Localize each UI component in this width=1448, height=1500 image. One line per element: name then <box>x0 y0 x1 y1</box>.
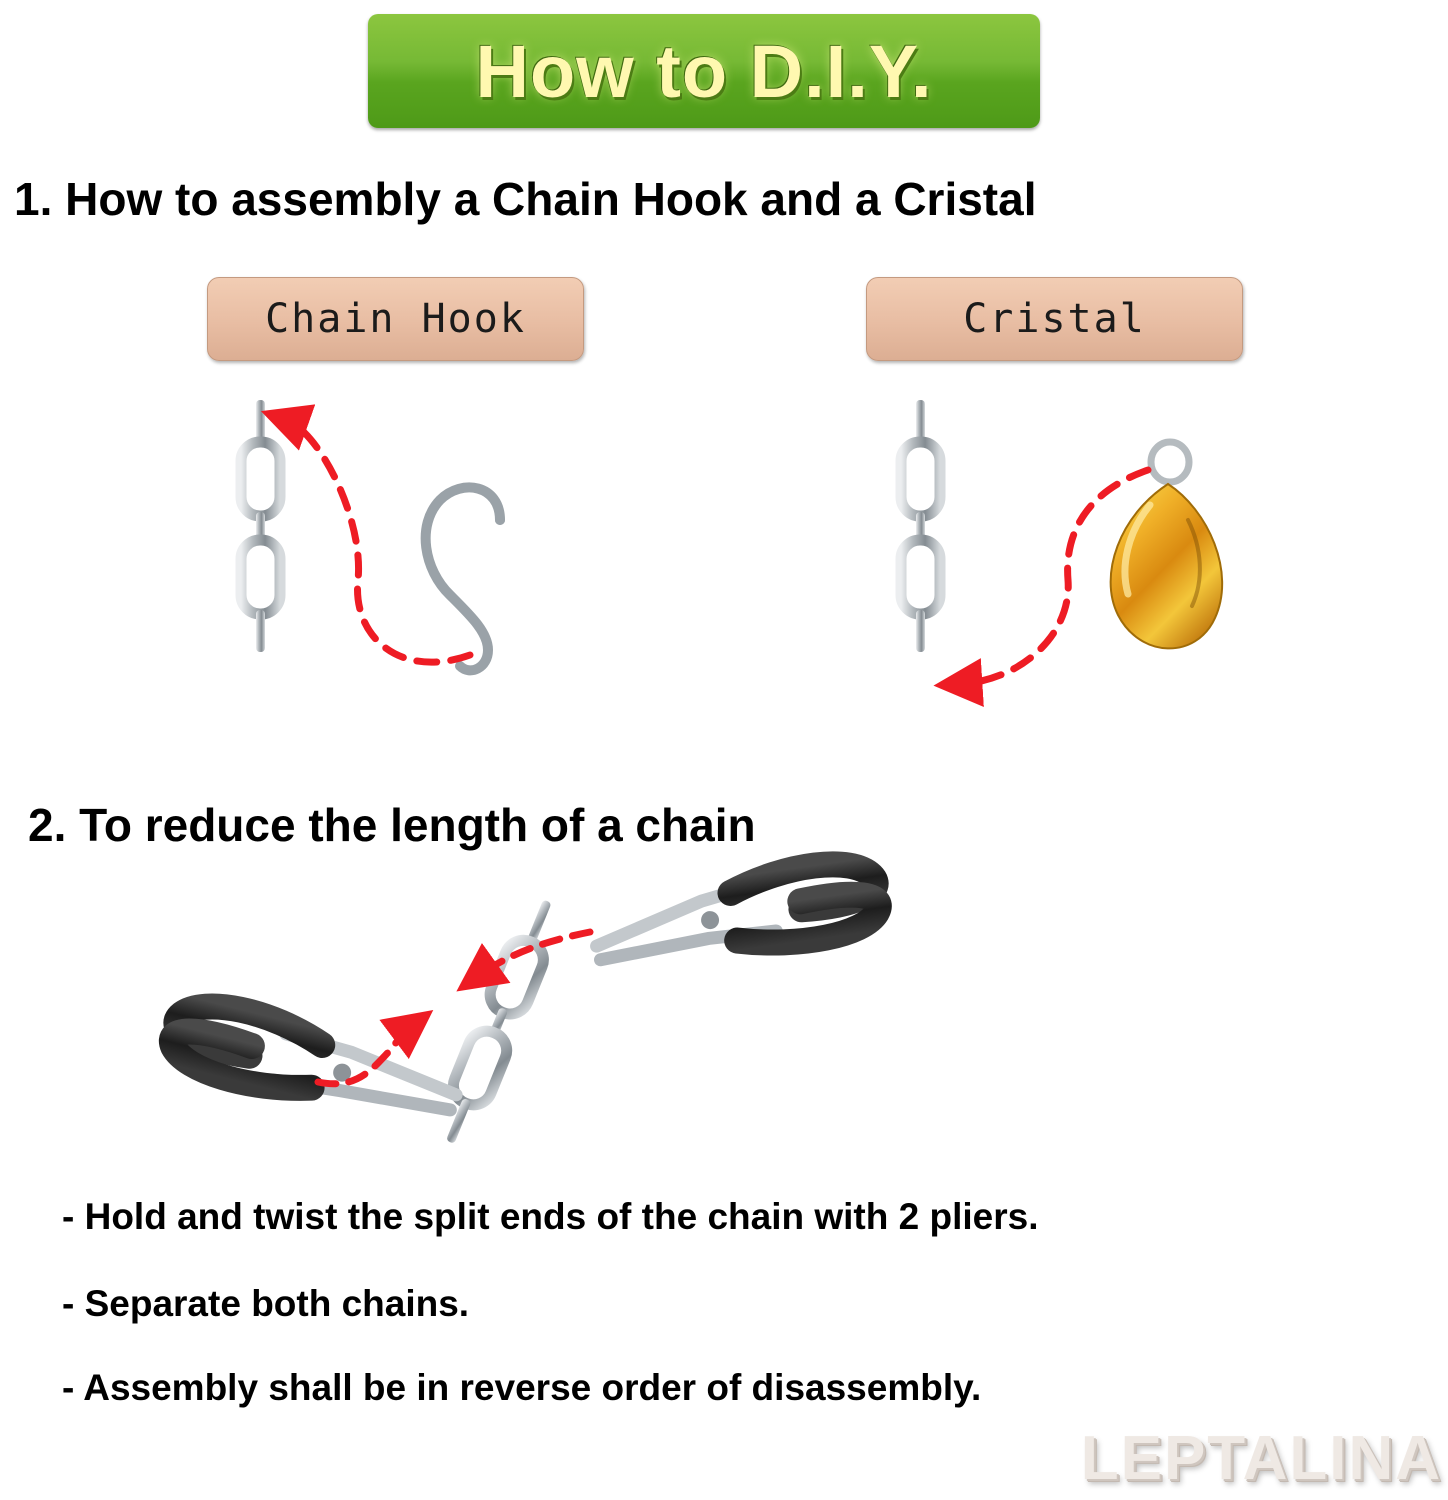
label-plate-chain-hook <box>207 277 584 361</box>
disassembly-diagram <box>0 870 1448 1190</box>
assembly-diagram <box>0 380 1448 780</box>
crystal-pendant-icon <box>1111 442 1223 648</box>
banner-title: How to D.I.Y. <box>475 29 933 113</box>
label-plate-cristal <box>866 277 1243 361</box>
section-2-heading: 2. To reduce the length of a chain <box>28 799 756 851</box>
chain-icon <box>901 400 940 652</box>
page-banner <box>368 14 1040 128</box>
s-hook-icon <box>426 487 505 670</box>
instruction-bullet: - Hold and twist the split ends of the chain with 2 pliers. <box>62 1196 1039 1237</box>
chain-icon <box>241 400 280 652</box>
plate-label-text: Chain Hook <box>265 296 526 342</box>
instruction-bullet: - Assembly shall be in reverse order of disassembly. <box>62 1367 982 1408</box>
pliers-icon <box>590 857 883 969</box>
brand-watermark: LEPTALINA <box>1080 1424 1442 1493</box>
dashed-arrow-icon <box>286 420 470 662</box>
instruction-bullet: - Separate both chains. <box>62 1283 470 1324</box>
section-1-heading: 1. How to assembly a Chain Hook and a Cristal <box>14 173 1037 225</box>
plate-label-text: Cristal <box>963 296 1146 342</box>
pliers-icon <box>166 995 464 1133</box>
